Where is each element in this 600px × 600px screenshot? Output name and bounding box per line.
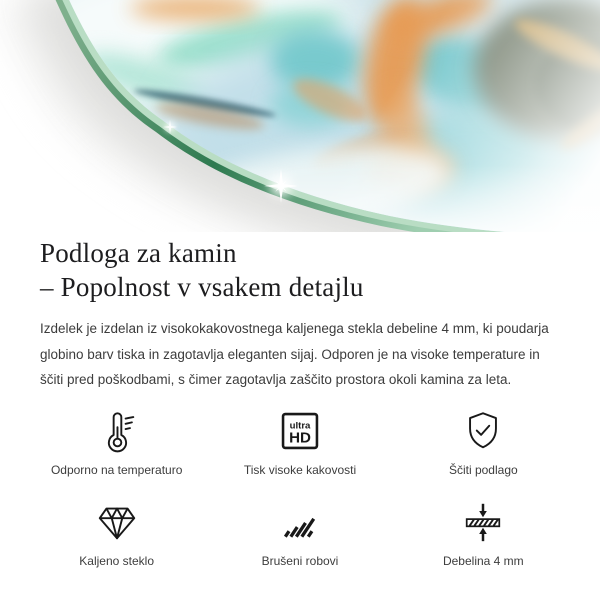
- glass-panel-artwork: [0, 0, 600, 232]
- ultra-hd-icon: [278, 406, 322, 456]
- feature-grid: [0, 406, 600, 568]
- thickness-icon: [460, 497, 506, 547]
- feature-label: Debelina 4 mm: [442, 553, 524, 568]
- feature-item-temperature: [25, 406, 208, 477]
- feature-item-print-quality: [208, 406, 391, 477]
- page-title: [40, 236, 560, 304]
- diamond-icon: [94, 497, 140, 547]
- feature-label: Tisk visoke kakovosti: [243, 462, 357, 477]
- shield-check-icon: [460, 406, 506, 456]
- product-description: Izdelek je izdelan iz visokokakovostnega kaljenega stekla debeline 4 mm, ki poudarja globino barv tiska in zagotavlja eleganten sijaj. Odporen je na visoke temperature in ščiti pred poškodbami, s čimer zagotavlja zaščito prostora okoli kamina za leta.: [40, 321, 549, 387]
- product-image: [0, 0, 600, 232]
- svg-text:HD: HD: [289, 428, 311, 446]
- feature-item-polished-edges: [208, 497, 391, 568]
- title-line-2: – Popolnost v vsakem detajlu: [40, 272, 364, 302]
- feature-label: Kaljeno steklo: [79, 553, 155, 568]
- feature-item-tempered-glass: [25, 497, 208, 568]
- feature-label: Brušeni robovi: [261, 553, 339, 568]
- svg-text:ultra: ultra: [289, 419, 311, 431]
- polished-edges-icon: [278, 497, 322, 547]
- title-line-1: Podloga za kamin: [40, 238, 237, 268]
- feature-item-protection: [392, 406, 575, 477]
- feature-item-thickness: [392, 497, 575, 568]
- feature-label: Ščiti podlago: [448, 462, 518, 477]
- feature-label: Odporno na temperaturo: [50, 462, 183, 477]
- thermometer-icon: [94, 406, 140, 456]
